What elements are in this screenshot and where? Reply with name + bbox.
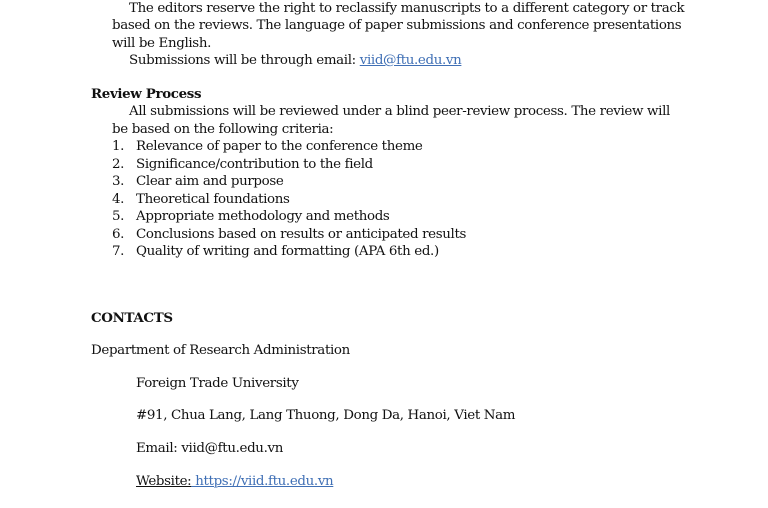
contact-website-line <box>136 473 333 491</box>
website-link[interactable]: https://viid.ftu.edu.vn <box>191 474 334 489</box>
criteria-item: 6. Conclusions based on results or anticipated results <box>112 227 467 242</box>
website-label: Website: <box>136 474 192 489</box>
contacts-heading: CONTACTS <box>91 310 173 326</box>
review-intro-line: be based on the following criteria: <box>112 122 334 137</box>
criteria-item: 7. Quality of writing and formatting (APA 6th ed.) <box>112 244 439 259</box>
submission-email-link[interactable]: viid@ftu.edu.vn <box>359 53 462 68</box>
submission-email-prefix: Submissions will be through email: <box>129 53 360 68</box>
submission-paragraph-line: based on the reviews. The language of paper submissions and conference presentations <box>112 18 682 33</box>
criteria-item: 4. Theoretical foundations <box>112 192 290 207</box>
contact-university: Foreign Trade University <box>136 376 299 391</box>
criteria-item: 3. Clear aim and purpose <box>112 174 284 189</box>
criteria-item: 1. Relevance of paper to the conference theme <box>112 139 423 154</box>
submission-email-line <box>129 52 461 70</box>
contact-address: #91, Chua Lang, Lang Thuong, Dong Da, Hanoi, Viet Nam <box>136 408 516 423</box>
contact-department: Department of Research Administration <box>91 343 350 358</box>
submission-paragraph-line: The editors reserve the right to reclassify manuscripts to a different category or track <box>129 1 685 16</box>
review-process-heading: Review Process <box>91 86 202 102</box>
submission-paragraph-line: will be English. <box>112 36 212 51</box>
contact-email: Email: viid@ftu.edu.vn <box>136 441 283 456</box>
criteria-item: 5. Appropriate methodology and methods <box>112 209 390 224</box>
review-intro-line: All submissions will be reviewed under a blind peer-review process. The review will <box>129 104 670 119</box>
criteria-item: 2. Significance/contribution to the field <box>112 157 373 172</box>
